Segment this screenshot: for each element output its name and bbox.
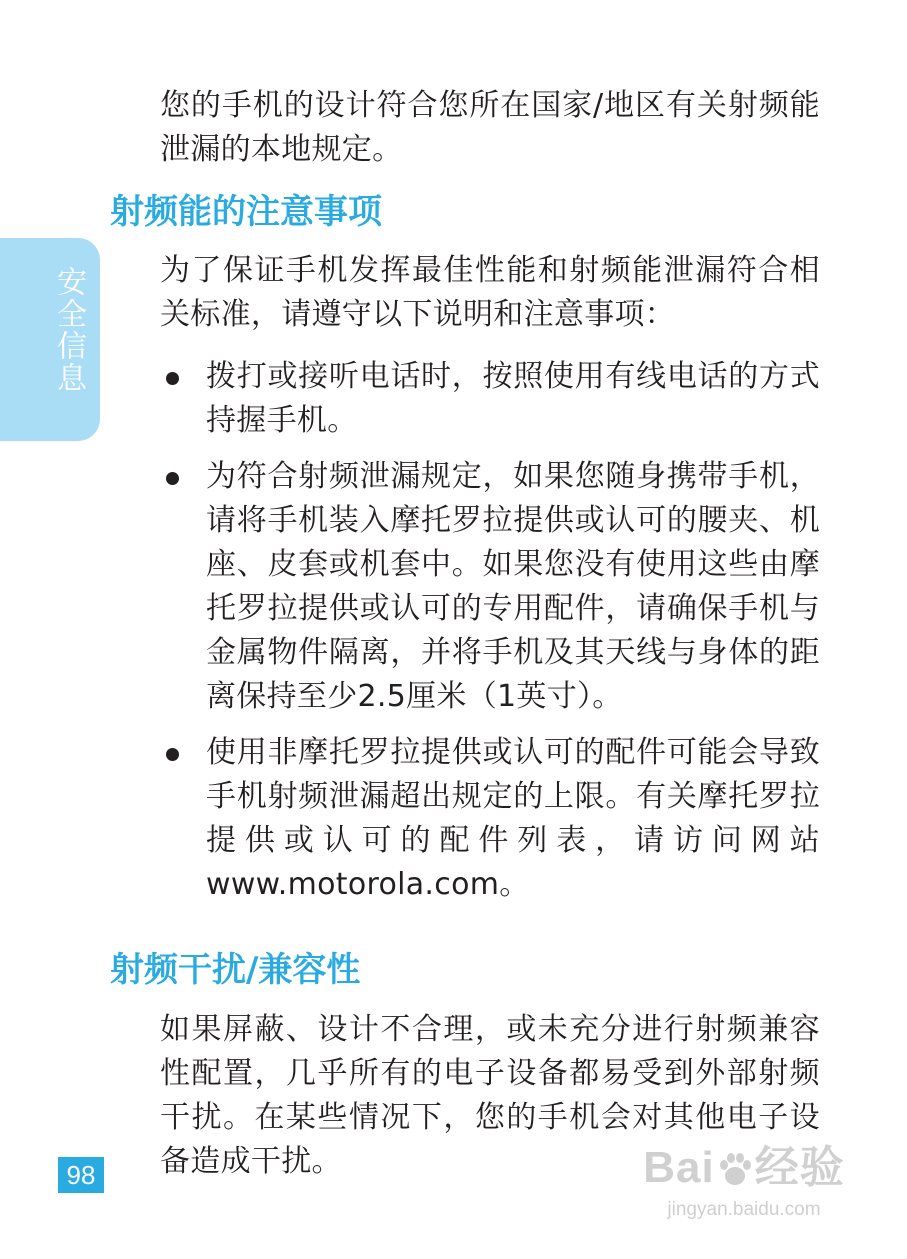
- side-tab-safety-info: [0, 238, 100, 441]
- watermark-logo-right: 经验: [754, 1143, 845, 1192]
- list-item: [160, 455, 820, 719]
- bullet-icon: [166, 748, 179, 761]
- list-item: [160, 355, 820, 443]
- watermark-logo: [639, 1140, 849, 1196]
- list-item-text: 拨打或接听电话时，按照使用有线电话的方式持握手机。: [206, 359, 820, 438]
- baidu-watermark: [639, 1140, 849, 1250]
- section-heading-rf-precautions: 射频能的注意事项: [110, 192, 382, 232]
- section-rf-interference-body: 如果屏蔽、设计不合理，或未充分进行射频兼容性配置，几乎所有的电子设备都易受到外部射频干扰。在某些情况下，您的手机会对其他电子设备造成干扰。: [160, 1012, 820, 1179]
- section-heading-rf-interference: 射频干扰/兼容性: [110, 950, 361, 990]
- section-rf-precautions-body: 为了保证手机发挥最佳性能和射频能泄漏符合相关标准，请遵守以下说明和注意事项：: [160, 253, 820, 332]
- list-item: [160, 731, 820, 907]
- precautions-list: [160, 355, 820, 919]
- watermark-url: jingyan.baidu.com: [667, 1199, 821, 1220]
- list-item-text: 为符合射频泄漏规定，如果您随身携带手机，请将手机装入摩托罗拉提供或认可的腰夹、机座、皮套或机套中。如果您没有使用这些由摩托罗拉提供或认可的专用配件，请确保手机与金属物件隔离，并将手机及其天线与身体的距离保持至少2.5厘米（1英寸）。: [206, 459, 820, 714]
- page-number: 98: [58, 1157, 104, 1193]
- bullet-icon: [166, 472, 179, 485]
- watermark-logo-left: Bai: [643, 1143, 715, 1192]
- paw-icon: [715, 1150, 755, 1190]
- intro-paragraph: 您的手机的设计符合您所在国家/地区有关射频能泄漏的本地规定。: [160, 88, 820, 167]
- bullet-icon: [166, 372, 179, 385]
- side-tab-label: 安全信息: [51, 266, 86, 394]
- list-item-text: 使用非摩托罗拉提供或认可的配件可能会导致手机射频泄漏超出规定的上限。有关摩托罗拉提供或认可的配件列表，请访问网站www.motorola.com。: [206, 735, 820, 902]
